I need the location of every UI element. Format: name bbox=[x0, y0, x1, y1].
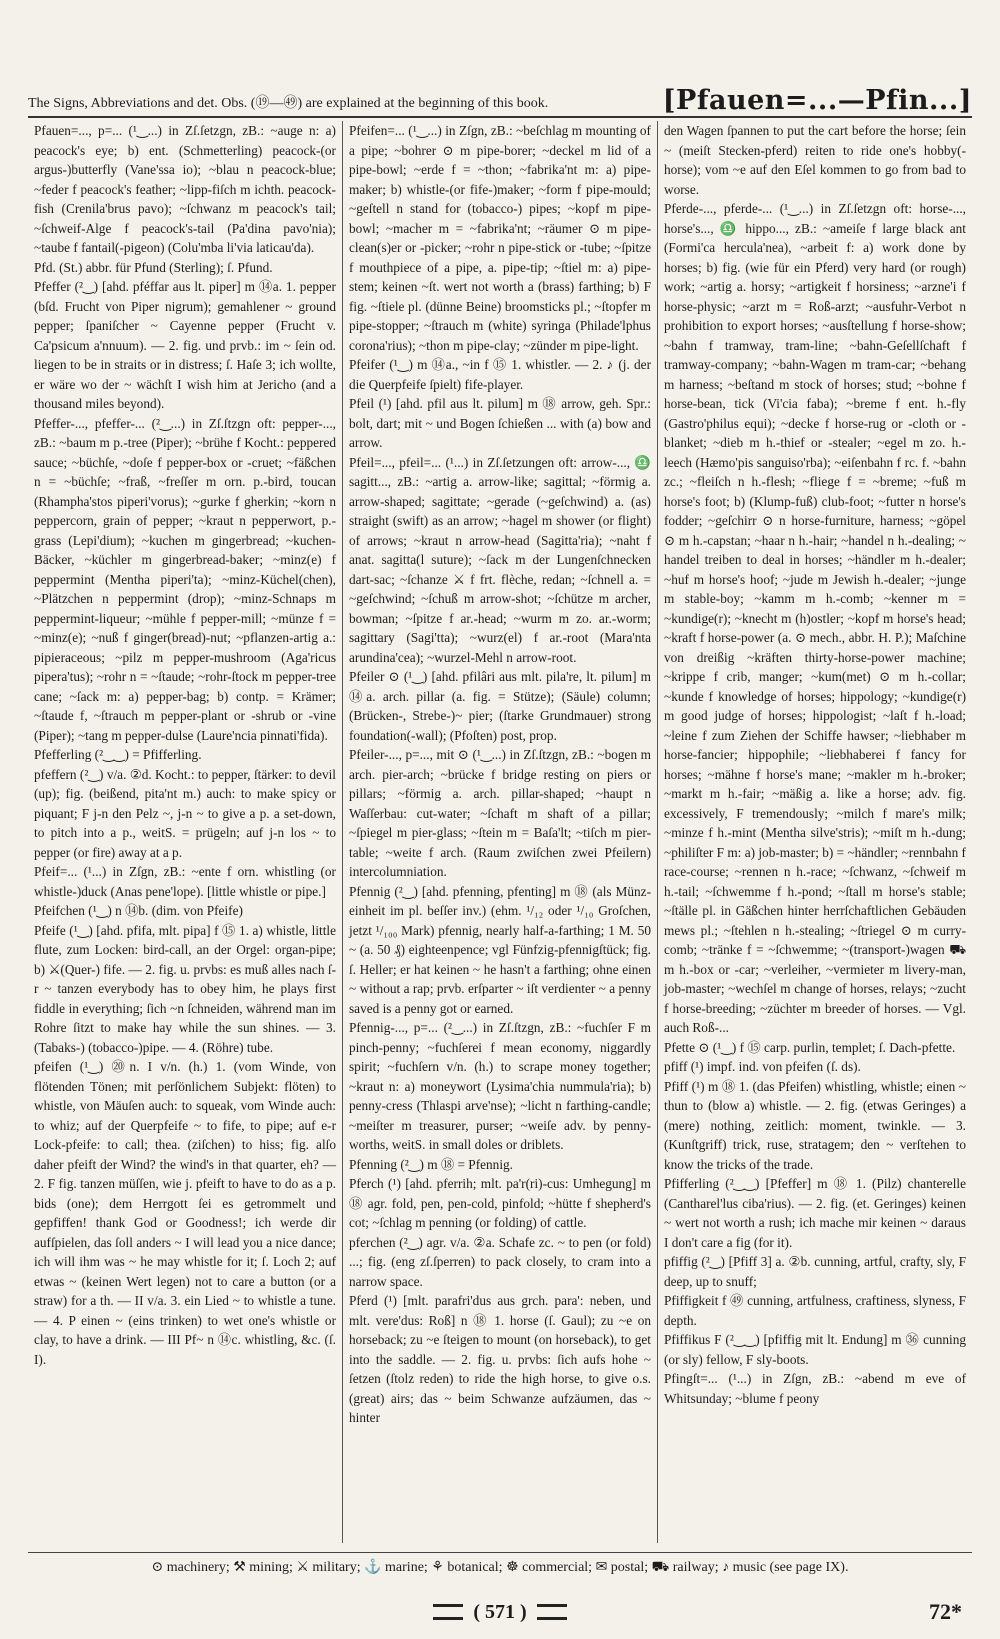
column-2 bbox=[343, 121, 658, 1543]
entry: Pfeil=..., pfeil=... (¹...) in Zſ.ſetzungen oft: arrow-..., ♎ sagitt..., zB.: ~artig a. arrow-like; sagittal; ~förmig a. arrow-shaped; sagittate; ~gerade (~geſchwind) a. (as) straight (swift) as an arrow; ~hagel m shower (or flight) of arrows; ~kraut n arrow-head (Sagitta'ria); ~naht f anat. sagitta(l suture); ~ſack m der Lungenſchnecken dart-sac; ~ſchanze ⚔ f frt. flèche, redan; ~ſchnell a. = ~geſchwind; ~ſchuß m arrow-shot; ~ſchütze m archer, bowman; ~ſpitze f ar.-head; ~wurm m zo. ar.-worm; sagittary (Sagi'tta); ~wurz(el) f ar.-root (Mara'nta arundina'cea); ~wurzel-Mehl n arrow-root. bbox=[349, 454, 651, 665]
entry: Pfenning (²‿) m ⑱ = Pfennig. bbox=[349, 1156, 513, 1172]
page-footer bbox=[28, 1597, 972, 1627]
header-note: The Signs, Abbreviations and det. Obs. (⑲—㊾) are explained at the beginning of this book. bbox=[28, 96, 549, 111]
entry: pfiff (¹) impf. ind. von pfeifen (ſ. ds). bbox=[664, 1059, 861, 1074]
entry: Pfingſt=... (¹...) in Zſgn, zB.: ~abend m eve of Whitsunday; ~blume f peony bbox=[664, 1371, 966, 1406]
entry: Pfennig (²‿) [ahd. pfenning, pfenting] m ⑱ (als Münz-einheit im pl. beſſer inv.) (ehm. ¹/₁₂ oder ¹/₁₀ Groſchen, jetzt ¹/₁₀₀ Mark) pfennig, nearly half-a-farthing; 1 M. 50 ~ (a. 50 ₰) eighteenpence; vgl Fünfzig-pfennigſtück; fig. ſ. Heller; er hat keinen ~ he hasn't a farthing; ohne einen ~ without a rap; prvb. erſparter ~ iſt verdienter ~ a penny saved is a penny got or earned. bbox=[349, 883, 651, 1016]
entry: pfeffern (²‿) v/a. ②d. Kocht.: to pepper, ſtärker: to devil (up); fig. (beißend, pita'nt m.) auch: to make spicy or piquant; F j-n den Pelz ~, j-n ~ to give a p. a set-down, to pitch into a p., weitS. = prügeln; auf j-n los ~ to pepper (or fire) away at a p. bbox=[34, 766, 336, 860]
entry: Pfennig-..., p=... (²‿...) in Zſ.ſtzgn, zB.: ~fuchſer F m pinch-penny; ~fuchſerei f mean economy, niggardly spirit; ~fuchſern v/n. (h.) to scrape money together; ~kraut n: a) moneywort (Lysima'chia nummula'ria); b) penny-cress (Thlaspi arve'nse); ~licht n farthing-candle; ~meiſter m treasurer, purser; ~weiſe adv. by penny-worths, weitS. in small doles or driblets. bbox=[349, 1020, 651, 1152]
symbol-legend: ⊙ machinery; ⚒ mining; ⚔ military; ⚓ marine; ⚘ botanical; ☸ commercial; ✉ postal; ⛟ railway; ♪ music (see page IX). bbox=[28, 1552, 972, 1577]
printer-signature: 72* bbox=[929, 1599, 962, 1624]
entry: Pferch (¹) [ahd. pferrih; mlt. pa'r(ri)-cus: Umhegung] m ⑱ agr. fold, pen, pen-cold, pinfold; ~hütte f shepherd's cot; ~ſchlag m penning (or folding) of cattle. bbox=[349, 1176, 651, 1230]
entry: Pfeifen=... (¹‿...) in Zſgn, zB.: ~beſchlag m mounting of a pipe; ~bohrer ⊙ m pipe-borer; ~deckel m lid of a pipe-bowl; ~erde f = ~thon; ~fabrika'nt m: a) pipe-maker; b) whistle-(or fife-)maker; ~form f pipe-mould; ~geſtell n stand for (tobacco-) pipes; ~kopf m pipe-bowl; ~macher m = ~fabrika'nt; ~räumer ⊙ m pipe-clean(s)er or -picker; ~rohr n pipe-stick or -tube; ~ſpitze f mouthpiece of a pipe, a. pipe-tip; ~ſtiel m: a) pipe-stem; keinen ~ſt. wert not worth a (brass) farthing; b) F fig. ~ſtiele pl. (dünne Beine) broomsticks pl.; ~ſtopfer m pipe-stopper; ~ſtrauch m (white) syringa (Philade'lphus corona'rius); ~thon m pipe-clay; ~zünder m pipe-light. bbox=[349, 123, 651, 353]
page-number: ( 571 ) bbox=[473, 1600, 527, 1623]
entry: Pfauen=..., p=... (¹‿...) in Zſ.ſetzgn, zB.: ~auge n: a) peacock's eye; b) ent. (Schmetterling) peacock-(or argus-)butterfly (Vane'ssa io); ~blau n peacock-blue; ~feder f peacock's feather; ~lipp-fiſch m ichth. peacock-fish (Crenila'brus pavo); ~ſchwanz m peacock's tail; ~ſchweif-Alge f peacock's-tail (Pa'dina pavo'nia); ~taube f fantail(-pigeon) (Colu'mba li'via laticau'da). bbox=[34, 123, 336, 255]
column-3 bbox=[658, 121, 972, 1543]
entry: Pfefferling (²‿‿) = Pfifferling. bbox=[34, 747, 202, 762]
entry: Pfd. (St.) abbr. für Pfund (Sterling); ſ. Pfund. bbox=[34, 259, 273, 275]
running-head: [Pfauen=...—Pfin...] bbox=[662, 85, 972, 116]
entry: pfiffig (²‿) [Pfiff 3] a. ②b. cunning, artful, crafty, sly, F deep, up to snuff; bbox=[664, 1254, 966, 1289]
entry: Pfiffikus F (²‿‿) [pfiffig mit lt. Endung] m ㊱ cunning (or sly) fellow, F sly-boots. bbox=[664, 1332, 966, 1367]
entry: Pfeffer-..., pfeffer-... (²‿...) in Zſ.ſtzgn oft: pepper-..., zB.: ~baum m p.-tree (Piper); ~brühe f Kocht.: peppered sauce; ~büchſe, ~doſe f pepper-box or -cruet; ~fäßchen n = ~büchſe; ~fraß, ~freſſer m orn. p.-bird, toucan (Rhampha'stos piperi'vorus); ~gurke f gherkin; ~korn n peppercorn, grain of pepper; ~kraut n pepperwort, p.-grass (Lepi'dium); ~kuchen m gingerbread; ~kuchen-Bäcker, ~küchler m gingerbread-baker; ~minz(e) f peppermint (Mentha piperi'ta); ~minz-Küchel(chen), ~Plätzchen n peppermint (drop); ~minz-Schnaps m peppermint-liqueur; ~mühle f pepper-mill; ~münze f = ~minz(e); ~nuß f ginger(bread)-nut; ~pflanzen-artig a.: pipieraceous; ~pilz m pepper-mushroom (Aga'ricus pipera'tus); ~rohr n = ~ſtaude; ~rohr-ſtock m pepper-tree cane; ~ſack m: a) pepper-bag; b) contp. = Krämer; ~ſtaude f, ~ſtrauch m pepper-plant or -shrub or -vine (Piper); ~tang m pepper-dulse (Laure'ncia pinnati'fida). bbox=[34, 415, 336, 743]
entry: Pferde-..., pferde-... (¹‿...) in Zſ.ſetzgn oft: horse-..., horse's..., ♎ hippo..., zB.: ~ameiſe f large black ant (Formi'ca hercula'nea), ~arbeit f: a) work done by horses; b) fig. (wie für ein Pferd) very hard (or rough) work; ~artig a. horsy; ~artigkeit f horsiness; ~arzne'i f horse-physic; ~arzt m = Roß-arzt; ~ausfuhr-Verbot n prohibition to export horses; ~ausſtellung f horse-show; ~bahn f tramway, tram-line; ~bahn-Geſellſchaft f tramway-company; ~bahn-Wagen m tram-car; ~behang m harness; ~beſtand m stock of horses; stud; ~bohne f horse-bean, tick (Vi'cia faba); ~breme f ent. h.-fly (Gastro'philus equi); ~decke f horse-rug or -cloth or -blanket; ~dieb m h.-thief or -stealer; ~egel m zo. h.-leech (Hæmo'pis sanguiso'rba); ~eiſenbahn f rc. f. ~bahn zc.; ~fleiſch n h.-flesh; ~fliege f = ~breme; ~fuß m horse's foot; b) (Klump-fuß) club-foot; ~futter n horse's fodder; ~geſchirr ⊙ n horse-furniture, harness; ~göpel ⊙ m h.-capstan; ~haar n h.-hair; ~handel n h.-dealing; ~ handel treiben to deal in horses; ~händler m h.-dealer; ~huf m horse's hoof; ~jude m Jewish h.-dealer; ~junge m stable-boy; ~kamm m h.-comb; ~kenner m = ~kundige(r); ~knecht m (h)ostler; ~kopf m horse's head; ~kraft f horse-power (a. ⊙ mech., abbr. H. P.); Maſchine von dreißig ~kräften thirty-horse-power machine; ~krippe f crib, manger; ~kum(met) ⊙ m h.-collar; ~kunde f knowledge of horses; hippology; ~kundige(r) m good judge of horses; hippologist; ~laſt f h.-load; ~leine f zum Ziehen der Schiffe hawser; ~liebhaber m horse-fancier; hippophile; ~liebhaberei f fancy for horses; ~mähne f horse's mane; ~makler m h.-broker; ~markt m h.-fair; ~mäßig a. like a horse; adv. fig. excessively, F tremendously; ~milch f mare's milk; ~minze f h.-mint (Mentha silve'stris); ~miſt m h.-dung; ~philiſter F m: a) job-master; b) = ~händler; ~rennbahn f race-course; ~rennen n h.-race; ~ſchwanz, ~ſchweif m h.-tail; ~ſchwemme f h.-pond; ~ſtall m horse's stable; ~ſtälle pl. in Gäßchen hinter herrſchaftlichen Gebäuden mews pl.; ~ſtehlen n h.-stealing; ~ſtriegel ⊙ m curry-comb; ~tränke f = ~ſchwemme; ~(transport-)wagen ⛟ m h.-box or -car; ~verleiher, ~vermieter m livery-man, job-master; ~wechſel m change of horses, relays; ~zucht f horse-breeding; ~züchter m breeder of horses. — Vgl. auch Roß-... bbox=[664, 201, 966, 1035]
entry: Pfifferling (²‿‿) [Pfeffer] m ⑱ 1. (Pilz) chanterelle (Cantharel'lus ciba'rius). — 2. fig. (et. Geringes) keinen ~ wert not worth a rush; ich mache mir keinen ~ daraus I don't care a fig (for it). bbox=[664, 1176, 966, 1250]
page-header bbox=[28, 72, 972, 118]
dictionary-columns bbox=[28, 121, 972, 1543]
column-1 bbox=[28, 121, 343, 1543]
entry: Pfeife (¹‿) [ahd. pfifa, mlt. pipa] f ⑮ 1. a) whistle, little flute, zum Locken: bird-call, an der Orgel: organ-pipe; b) ⚔(Quer-) fife. — 2. fig. u. prvbs: es muß alles nach ſ-r ~ tanzen everybody has to obey him, he plays first fiddle in everything; ſich ~n ſchneiden, während man im Rohre ſitzt to make hay while the sun shines. — 3. (Tabaks-) (tobacco-)pipe. — 4. (Röhre) tube. bbox=[34, 922, 336, 1055]
entry: Pfeiler-..., p=..., mit ⊙ (¹‿...) in Zſ.ſtzgn, zB.: ~bogen m arch. pier-arch; ~brücke f bridge resting on piers or pillars; ~förmig a. arch. pillar-shaped; ~haupt n Waſſerbau: cut-water; ~ſchaft m shaft of a pillar; ~ſpiegel m pier-glass; ~ſtein m = Baſa'lt; ~tiſch m pier-table; ~weite f arch. (Raum zwiſchen zwei Pfeilern) intercolumniation. bbox=[349, 747, 651, 879]
entry: Pfette ⊙ (¹‿) f ⑮ carp. purlin, templet; ſ. Dach-pfette. bbox=[664, 1039, 956, 1055]
entry: den Wagen ſpannen to put the cart before the horse; ſein ~ (meiſt Stecken-pferd) reiten to ride one's hobby(-horse); vom ~e auf den Eſel kommen to go from bad to worse. bbox=[664, 123, 966, 197]
entry: Pfeifchen (¹‿) n ⑭b. (dim. von Pfeife) bbox=[34, 903, 243, 918]
entry: Pfiff (¹) m ⑱ 1. (das Pfeifen) whistling, whistle; einen ~ thun to (blow a) whistle. — 2. fig. (etwas Geringes) a (mere) nothing, zeitlich: moment, twinkle. — 3. (Kunſtgriff) trick, ruse, stratagem; den ~ verſtehen to know the tricks of the trade. bbox=[664, 1078, 966, 1172]
entry: pferchen (²‿) agr. v/a. ②a. Schafe zc. ~ to pen (or fold) ...; fig. (eng zſ.ſperren) to pack closely, to cram into a narrow space. bbox=[349, 1234, 651, 1289]
entry: Pfeiler ⊙ (¹‿) [ahd. pfilâri aus mlt. pila're, lt. pilum] m ⑭a. arch. pillar (a. fig. = Stütze); (Säule) column; (Brücken-, Strebe-)~ pier; (ſtarke Grundmauer) strong foundation(-wall); (Pfoſten) post, prop. bbox=[349, 669, 651, 743]
ornament-bars-right bbox=[537, 1604, 567, 1620]
entry: Pfeifer (¹‿) m ⑭a., ~in f ⑮ 1. whistler. — 2. ♪ (j. der die Querpfeife ſpielt) fife-player. bbox=[349, 357, 651, 392]
entry: Pfeif=... (¹...) in Zſgn, zB.: ~ente f orn. whistling (or whistle-)duck (Anas pene'lope). [little whistle or pipe.] bbox=[34, 864, 336, 899]
entry: Pfeffer (²‿) [ahd. pféffar aus lt. piper] m ⑭a. 1. pepper (bſd. Frucht von Piper nigrum); gemahlener ~ ground pepper; ſpaniſcher ~ Cayenne pepper (Frucht v. Ca'psicum a'nnuum). — 2. fig. und prvb.: im ~ ſein od. liegen to be in straits or in distress; ſ. Haſe 3; ich wollte, er wäre wo der ~ wächſt I wish him at Jericho (and a thousand miles beyond). bbox=[34, 279, 336, 411]
entry: Pfeil (¹) [ahd. pfil aus lt. pilum] m ⑱ arrow, geh. Spr.: bolt, dart; mit ~ und Bogen ſchießen ... with (a) bow and arrow. bbox=[349, 396, 651, 450]
entry: Pferd (¹) [mlt. parafri'dus aus grch. para': neben, und mlt. vere'dus: Roß] n ⑱ 1. horse (ſ. Gaul); zu ~e on horseback; zu ~e ſteigen to mount (on horseback), to get into the saddle. — 2. fig. u. prvbs: ſich aufs hohe ~ ſetzen (ſtolz reden) to ride the high horse, to give o.s. (great) airs; das ~ beim Schwanze aufzäumen, das ~ hinter bbox=[349, 1293, 651, 1425]
entry: Pfiffigkeit f ㊾ cunning, artfulness, craftiness, slyness, F depth. bbox=[664, 1293, 966, 1328]
ornament-bars-left bbox=[433, 1604, 463, 1620]
entry: pfeifen (¹‿) ⑳n. I v/n. (h.) 1. (vom Winde, von flötenden Tönen; mit perſönlichem Subjekt: flöten) to whistle, von Mäuſen auch: to squeak, vom Winde auch: to whiz; auf der Querpfeife ~ to fife, to pipe; auf e-r Lock-pfeife: to call; thea. (ziſchen) to hiss; fig. alſo daher pfeift der Wind? the wind's in that quarter, eh? — 2. F fig. tanzen müſſen, wie j. pfeift to have to do as a p. bids (one); dem Herrgott ſei es getrommelt und gepfiffen! thank God or Goodness!; ich werde dir aufſpielen, das ſoll anders ~ I will lead you a nice dance; ich will ihm was ~ he may whistle for it; ſ. Loch 2; auf etwas ~ (keinen Wert legen) not to care a button (or a straw) for a th. — II v/a. 3. ein Lied ~ to whistle a tune. — 4. P einen ~ (eins trinken) to wet one's whistle or clay, to have a drink. — III Pf~ n ⑭c. whistling, &c. (ſ. I). bbox=[34, 1059, 336, 1367]
